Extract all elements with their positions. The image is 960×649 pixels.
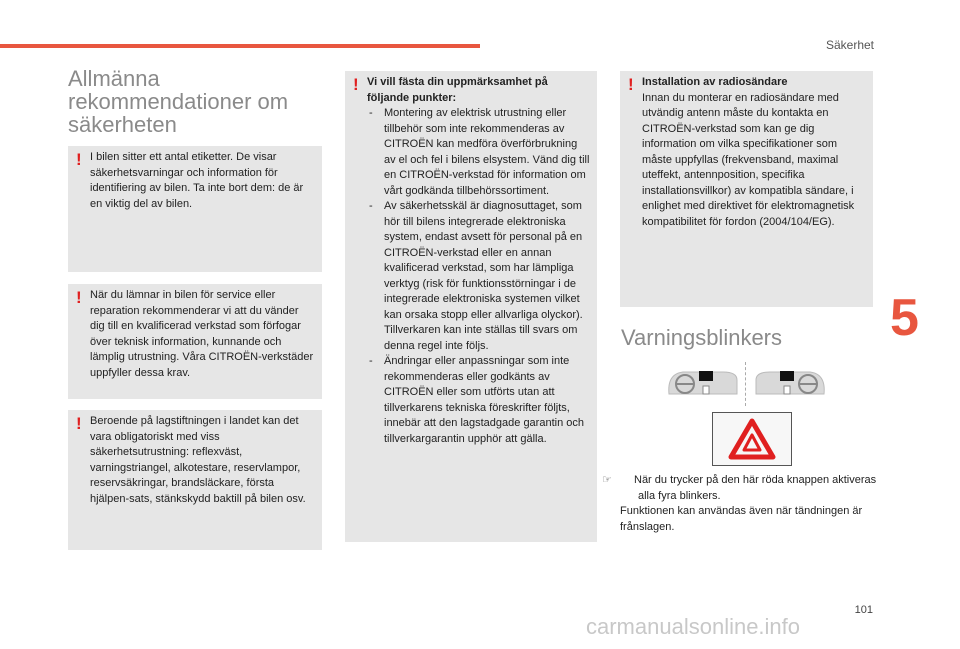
warning-icon: ! — [76, 150, 82, 169]
warning-icon: ! — [76, 414, 82, 433]
warning-icon: ! — [76, 288, 82, 307]
radio-text: Innan du monterar en radiosändare med utvändig antenn måste du kontakta en CITROËN-verkstad som kan ge dig information om vilka specifikationer som måste uppfyllas (frekvensband, maximal uteffekt, antennposition, specifika installationsvillkor) av kompatibla sändare, i enlighet med direktivet för elektromagnetisk kompatibilitet för fordon (2004/104/EG). — [642, 91, 855, 228]
watermark: carmanualsonline.info — [586, 614, 801, 639]
warning-text: Beroende på lagstiftningen i landet kan det vara obligatoriskt med viss säkerhetsutrustning: reflexväst, varningstriangel, alkotestare, reservlampor, reservsäkringar, brandsläckare, första hjälpen-sats, stänkskydd baktill på bilen osv. — [90, 415, 306, 505]
attention-list — [367, 106, 591, 447]
hazard-note: Funktionen kan användas även när tändningen är frånslagen. — [620, 505, 863, 533]
hazard-button-illustration — [712, 412, 792, 466]
chapter-number: 5 — [890, 289, 919, 347]
page-number: 101 — [854, 604, 873, 616]
warning-text: När du lämnar in bilen för service eller reparation rekommenderar vi att du vänder dig till en kvalificerad verkstad som förfogar över teknisk information, kunnande och lämplig utrustning. Våra CITROËN-verkstäder uppfyller dessa krav. — [90, 289, 314, 379]
hazard-instructions — [602, 473, 880, 535]
warning-box-service — [68, 284, 322, 399]
attention-heading: Vi vill fästa din uppmärksamhet på följande punkter: — [367, 76, 548, 104]
warning-icon: ! — [628, 75, 634, 94]
attention-content — [367, 75, 591, 447]
dashboard-left-icon — [663, 366, 741, 400]
list-item: - Av säkerhetsskäl är diagnosuttaget, som hör till bilens integrerade elektroniska system, endast avsett för personal på en CITROËN-verkstad eller en annan kvalificerad verkstad, som har lämpliga verktyg (risk för funktionsstörningar i de integrerade elektroniska systemen vilket kan orsaka stopp eller allvarliga olyckor). Tillverkaren kan inte ställas till svars om denna regel inte följs. — [367, 199, 591, 354]
hazard-bullet: När du trycker på den här röda knappen aktiveras alla fyra blinkers. — [634, 474, 877, 502]
hazard-triangle-icon — [713, 413, 791, 465]
section-title-hazard: Varningsblinkers — [621, 325, 783, 350]
warning-icon: ! — [353, 75, 359, 94]
arrow-icon: ☞ — [602, 474, 612, 486]
section-label: Säkerhet — [825, 38, 874, 52]
warning-box-labels — [68, 146, 322, 272]
warning-box-attention — [345, 71, 597, 542]
page-title — [68, 67, 308, 136]
top-accent-bar — [0, 44, 480, 48]
warning-box-radio — [620, 71, 873, 307]
page-title-text: Allmänna rekommendationer om säkerheten — [68, 66, 289, 137]
list-item: - Montering av elektrisk utrustning eller tillbehör som inte rekommenderas av CITROËN kan medföra överförbrukning av el och fel i bilens elsystem. Vänd dig till en CITROËN-verkstad för information om vårt godkända tillbehörssortiment. — [367, 106, 591, 199]
warning-text: I bilen sitter ett antal etiketter. De visar säkerhetsvarningar och information för identifiering av bilen. Ta inte bort dem: de är en viktig del av bilen. — [90, 151, 304, 210]
radio-content — [642, 75, 867, 230]
dashboard-right-icon — [752, 366, 830, 400]
list-item: - Ändringar eller anpassningar som inte rekommenderas eller godkänts av CITROËN eller som utförts utan att tillverkarens tekniska föreskrifter följts, innebär att den lagstadgade garantin och tillverkargarantin upphör att gälla. — [367, 354, 591, 447]
warning-box-equipment — [68, 410, 322, 550]
divider — [745, 362, 746, 406]
radio-heading: Installation av radiosändare — [642, 76, 788, 88]
